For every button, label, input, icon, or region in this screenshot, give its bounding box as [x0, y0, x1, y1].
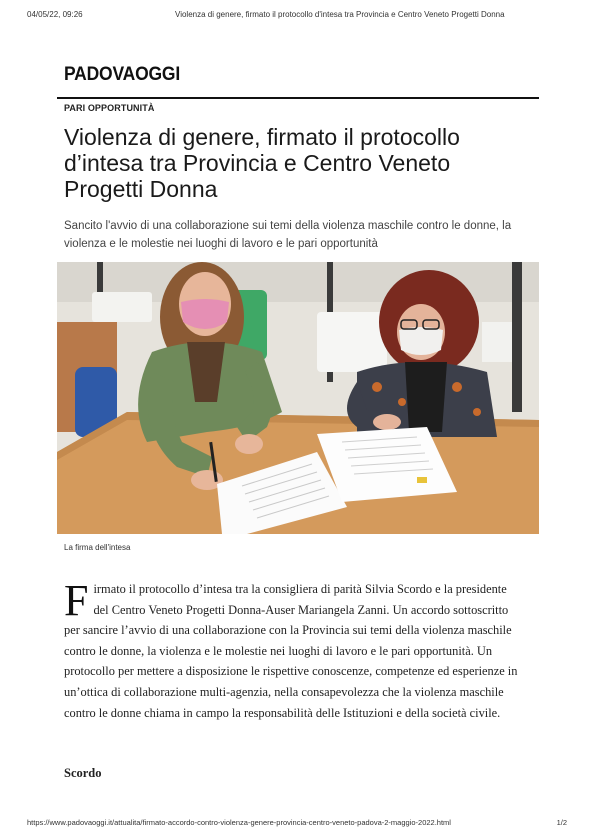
- header-rule: [57, 97, 539, 99]
- page-number: 1/2: [556, 818, 567, 827]
- article-photo: [57, 262, 539, 534]
- print-footer: [27, 818, 567, 830]
- article-body-text: irmato il protocollo d’intesa tra la consigliera di parità Silvia Scordo e la presidente del Centro Veneto Progetti Donna-Auser Mariangela Zanni. Un accordo sottoscritto per sancire l’avvio di una collaborazione con la Provincia sui temi della violenza maschile contro le donne, la violenza e le molestie nei luoghi di lavoro e le pari opportunità. Un protocollo per mettere a disposizione le rispettive conoscenze, competenze ed esperienze in un’ottica di collaborazione multi-agenzia, nella consapevolezza che la violenza maschile contro le donne chiama in campo la responsabilità delle Istituzioni e della società civile.: [64, 582, 518, 720]
- article-body: [64, 576, 524, 723]
- print-url[interactable]: https://www.padovaoggi.it/attualita/firmato-accordo-contro-violenza-genere-provincia-centro-veneto-padova-2-maggio-2022.html: [27, 818, 451, 827]
- print-page-title: Violenza di genere, firmato il protocollo d'intesa tra Provincia e Centro Veneto Progetti Donna: [175, 10, 505, 19]
- article-subtitle: Sancito l'avvio di una collaborazione sui temi della violenza maschile contro le donne, la violenza e le molestie nei luoghi di lavoro e le pari opportunità: [64, 220, 512, 250]
- article-headline: Violenza di genere, firmato il protocollo d’intesa tra Provincia e Centro Veneto Progetti Donna: [64, 124, 460, 202]
- site-logo[interactable]: PADOVAOGGI: [64, 64, 181, 85]
- print-datetime: 04/05/22, 09:26: [27, 10, 83, 19]
- section-heading: Scordo: [64, 766, 102, 780]
- drop-cap: F: [64, 576, 89, 625]
- print-header: [27, 10, 567, 22]
- photo-caption: La firma dell'intesa: [64, 543, 131, 552]
- article-category[interactable]: PARI OPPORTUNITÀ: [64, 103, 155, 113]
